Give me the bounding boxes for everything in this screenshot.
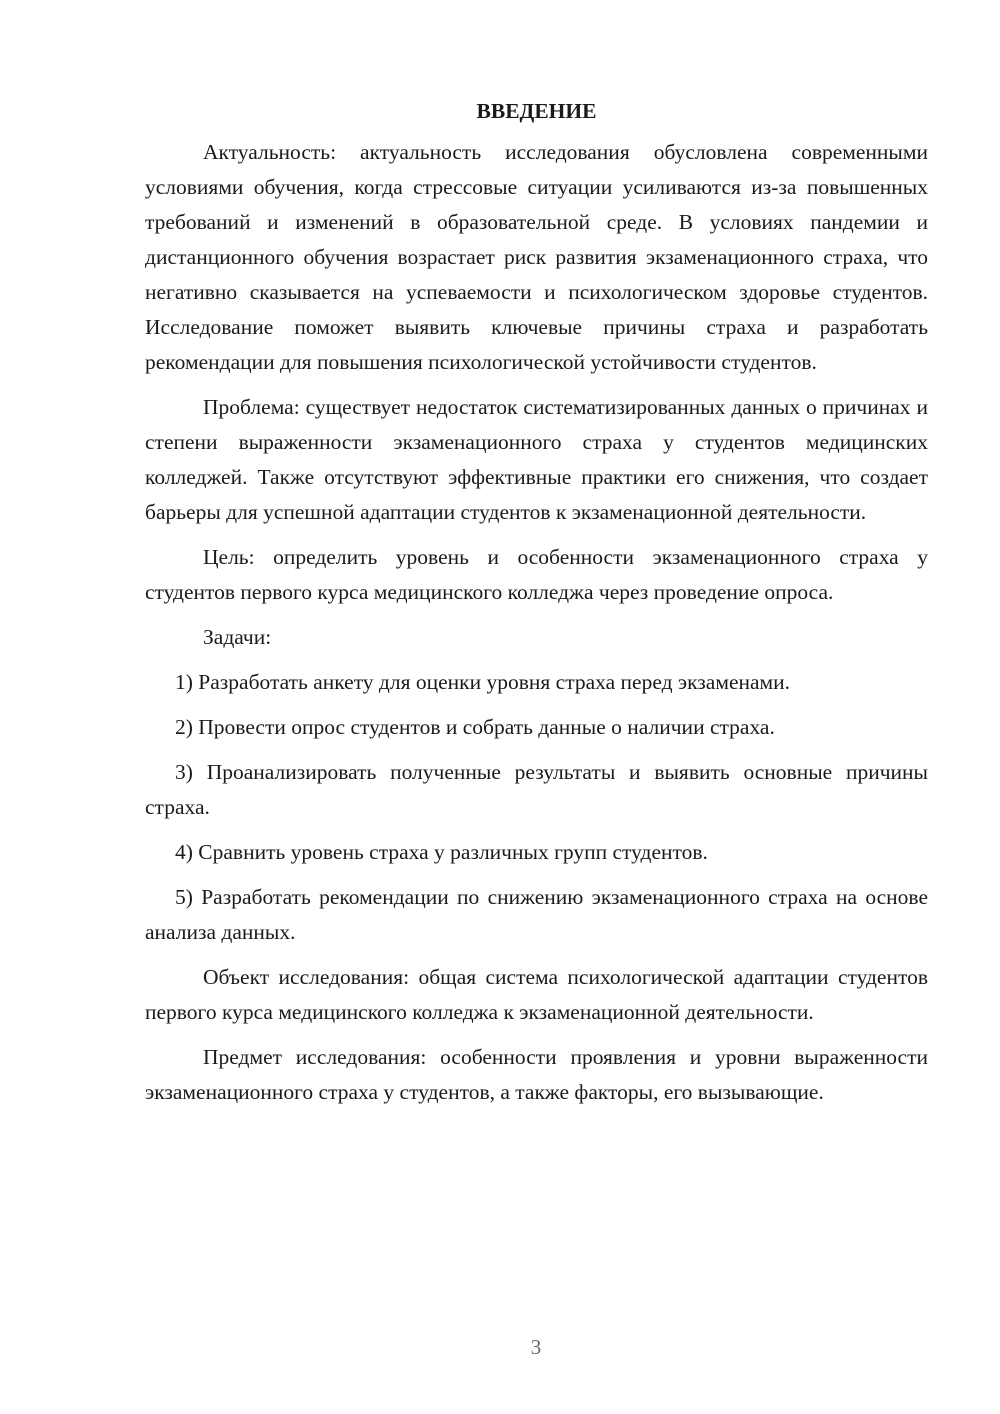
goal-paragraph: Цель: определить уровень и особенности экзаменационного страха у студентов первого курса медицинского колледжа через проведение опроса. [145, 545, 928, 604]
tasks-heading: Задачи: [203, 625, 272, 649]
object-paragraph: Объект исследования: общая система психологической адаптации студентов первого курса медицинского колледжа к экзаменационной деятельности. [145, 965, 928, 1024]
task-item: 4) Сравнить уровень страха у различных групп студентов. [175, 840, 708, 864]
subject-paragraph: Предмет исследования: особенности проявления и уровни выраженности экзаменационного страха у студентов, а также факторы, его вызывающие. [145, 1045, 928, 1104]
task-item: 2) Провести опрос студентов и собрать данные о наличии страха. [175, 715, 775, 739]
relevance-paragraph: Актуальность: актуальность исследования обусловлена современными условиями обучения, когда стрессовые ситуации усиливаются из-за повышенных требований и изменений в образовательной среде. В условиях пандемии и дистанционного обучения возрастает риск развития экзаменационного страха, что негативно сказывается на успеваемости и психологическом здоровье студентов. Исследование поможет выявить ключевые причины страха и разработать рекомендации для повышения психологической устойчивости студентов. [145, 140, 928, 374]
task-item: 1) Разработать анкету для оценки уровня страха перед экзаменами. [175, 670, 791, 694]
page-title: ВВЕДЕНИЕ [476, 99, 597, 123]
task-item: 3) Проанализировать полученные результаты и выявить основные причины страха. [145, 760, 928, 819]
task-item: 5) Разработать рекомендации по снижению экзаменационного страха на основе анализа данных. [145, 885, 928, 944]
page-number: 3 [530, 1335, 542, 1359]
document-page [145, 94, 928, 1110]
problem-paragraph: Проблема: существует недостаток систематизированных данных о причинах и степени выраженности экзаменационного страха у студентов медицинских колледжей. Также отсутствуют эффективные практики его снижения, что создает барьеры для успешной адаптации студентов к экзаменационной деятельности. [145, 395, 928, 524]
